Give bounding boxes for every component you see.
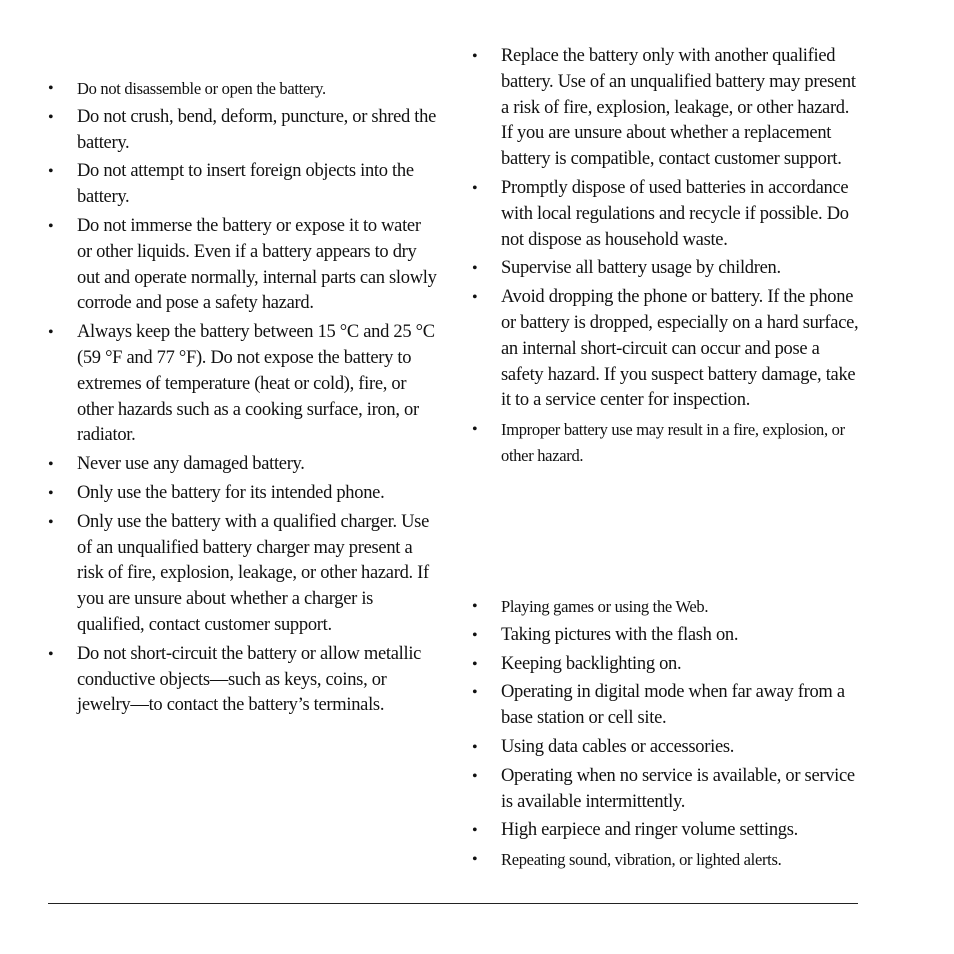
list-item bbox=[472, 417, 862, 469]
list-item-text: Do not crush, bend, deform, puncture, or shred the battery. bbox=[77, 106, 437, 153]
list-item-text: Operating when no service is available, or service is available intermittently. bbox=[501, 765, 855, 812]
list-item-text: Repeating sound, vibration, or lighted alerts. bbox=[501, 850, 782, 870]
list-item bbox=[472, 44, 862, 173]
bullet-icon: • bbox=[472, 822, 478, 840]
list-item bbox=[472, 818, 862, 844]
bullet-icon: • bbox=[48, 324, 54, 342]
bullet-icon: • bbox=[472, 626, 478, 644]
bullet-icon: • bbox=[472, 655, 478, 673]
list-item bbox=[472, 680, 862, 732]
bullet-icon: • bbox=[472, 48, 478, 65]
list-item bbox=[48, 320, 438, 449]
list-item bbox=[472, 764, 862, 816]
bullet-icon: • bbox=[48, 217, 54, 235]
list-item-text: Replace the battery only with another qualified battery. Use of an unqualified battery may present a risk of fire, explosion, leakage, or other hazard. If you are unsure about whether a replacement battery is compatible, contact customer support. bbox=[501, 46, 856, 170]
list-item bbox=[472, 176, 862, 253]
list-item-text: Taking pictures with the flash on. bbox=[501, 624, 739, 645]
bullet-icon: • bbox=[472, 179, 478, 197]
bullet-icon: • bbox=[48, 456, 54, 474]
list-item-text: Do not immerse the battery or expose it to water or other liquids. Even if a battery appears to dry out and operate normally, internal parts can slowly corrode and pose a safety hazard. bbox=[77, 215, 437, 314]
footer-divider bbox=[48, 903, 858, 904]
list-item-text: Using data cables or accessories. bbox=[501, 736, 735, 757]
list-item bbox=[472, 652, 862, 678]
bullet-icon: • bbox=[48, 163, 54, 181]
list-item bbox=[48, 76, 438, 102]
list-item bbox=[472, 285, 862, 414]
list-item-text: Never use any damaged battery. bbox=[77, 454, 305, 475]
list-item bbox=[472, 256, 862, 282]
list-item-text: Operating in digital mode when far away from a base station or cell site. bbox=[501, 682, 845, 729]
list-item-text: Do not short-circuit the battery or allow metallic conductive objects—such as keys, coins, or jewelry—to contact the battery’s terminals. bbox=[77, 643, 422, 716]
bullet-icon: • bbox=[472, 421, 478, 439]
left-bullet-list bbox=[48, 76, 438, 722]
bullet-icon: • bbox=[48, 108, 54, 126]
list-item-text: Do not disassemble or open the battery. bbox=[77, 79, 326, 98]
list-item bbox=[48, 510, 438, 639]
bullet-icon: • bbox=[472, 851, 478, 869]
list-item-text: Only use the battery for its intended phone. bbox=[77, 482, 385, 503]
list-item bbox=[48, 481, 438, 507]
bullet-icon: • bbox=[472, 738, 478, 756]
list-item bbox=[48, 159, 438, 211]
list-item-text: Improper battery use may result in a fire, explosion, or other hazard. bbox=[501, 420, 845, 465]
bullet-icon: • bbox=[48, 645, 54, 663]
list-item bbox=[48, 105, 438, 157]
list-item bbox=[48, 214, 438, 317]
list-item bbox=[472, 735, 862, 761]
list-item-text: Promptly dispose of used batteries in accordance with local regulations and recycle if possible. Do not dispose as household waste. bbox=[501, 177, 849, 250]
right-top-bullet-list bbox=[472, 44, 862, 472]
bullet-icon: • bbox=[48, 513, 54, 531]
list-item-text: Keeping backlighting on. bbox=[501, 653, 682, 674]
bullet-icon: • bbox=[48, 80, 54, 97]
bullet-icon: • bbox=[472, 260, 478, 278]
list-item-text: Do not attempt to insert foreign objects into the battery. bbox=[77, 161, 414, 208]
bullet-icon: • bbox=[472, 598, 478, 615]
bullet-icon: • bbox=[472, 684, 478, 702]
list-item bbox=[48, 452, 438, 478]
right-bottom-bullet-list bbox=[472, 594, 862, 876]
bullet-icon: • bbox=[472, 767, 478, 785]
list-item-text: Only use the battery with a qualified charger. Use of an unqualified battery charger may present a risk of fire, explosion, leakage, or other hazard. If you are unsure about whether a charger is qualified, contact customer support. bbox=[77, 511, 429, 635]
bullet-icon: • bbox=[48, 484, 54, 502]
list-item-text: Avoid dropping the phone or battery. If the phone or battery is dropped, especially on a hard surface, an internal short-circuit can occur and pose a safety hazard. If you suspect battery damage, take it to a service center for inspection. bbox=[501, 287, 859, 411]
list-item bbox=[472, 623, 862, 649]
list-item bbox=[472, 847, 862, 873]
list-item bbox=[472, 594, 862, 620]
bullet-icon: • bbox=[472, 289, 478, 307]
list-item-text: Supervise all battery usage by children. bbox=[501, 258, 781, 279]
list-item-text: Always keep the battery between 15 °C and 25 °C (59 °F and 77 °F). Do not expose the battery to extremes of temperature (heat or cold), fire, or other hazards such as a cooking surface, iron, or radiator. bbox=[77, 322, 435, 446]
list-item-text: Playing games or using the Web. bbox=[501, 597, 709, 616]
list-item-text: High earpiece and ringer volume settings. bbox=[501, 820, 798, 841]
list-item bbox=[48, 642, 438, 719]
